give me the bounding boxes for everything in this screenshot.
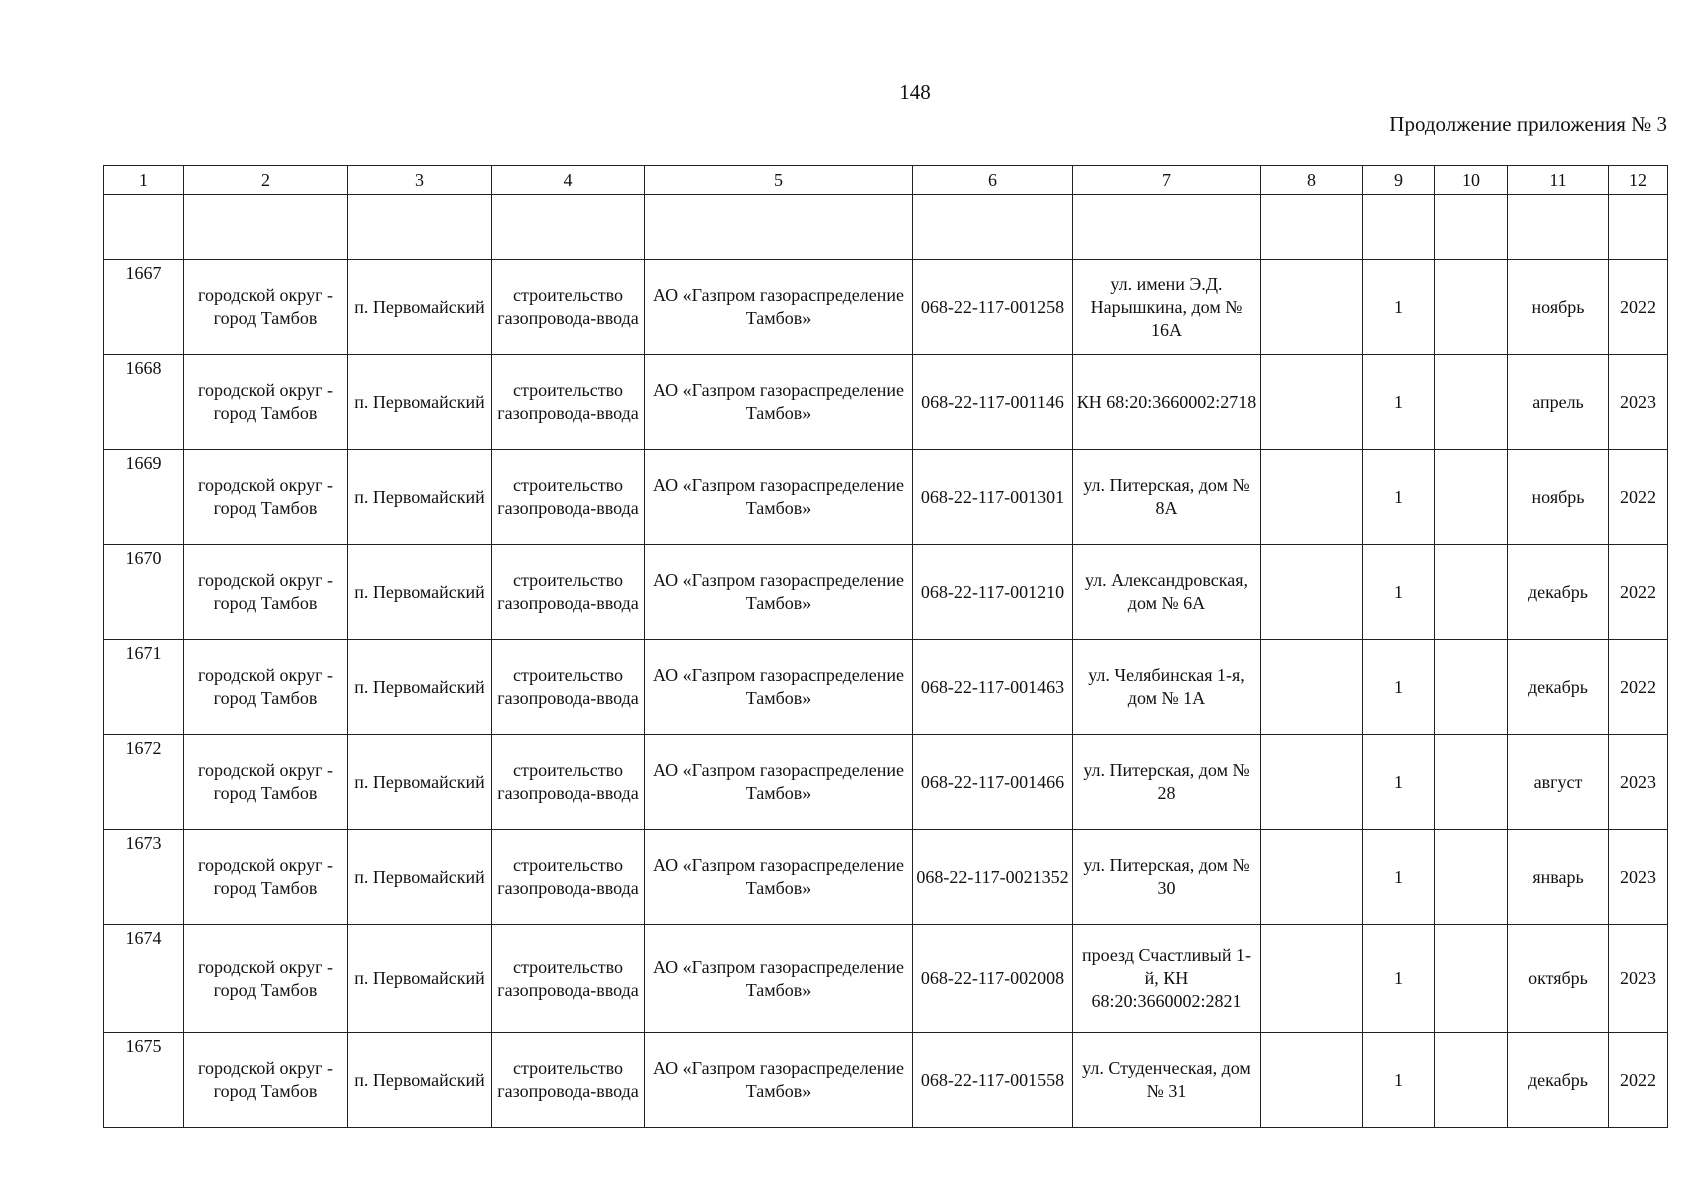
table-row	[104, 640, 1668, 735]
quantity-cell: 1	[1363, 640, 1435, 735]
address-cell: ул. Питерская, дом № 28	[1073, 735, 1261, 830]
settlement-cell: п. Первомайский	[348, 545, 492, 640]
column-10-cell	[1435, 735, 1508, 830]
column-number-row	[104, 166, 1668, 195]
table-row	[104, 925, 1668, 1033]
application-code-cell: 068-22-117-002008	[913, 925, 1073, 1033]
empty-cell	[1609, 195, 1668, 260]
column-10-cell	[1435, 925, 1508, 1033]
column-8-cell	[1261, 1033, 1363, 1128]
quantity-cell: 1	[1363, 1033, 1435, 1128]
empty-cell	[492, 195, 645, 260]
work-type-cell: строительство газопровода-ввода	[492, 545, 645, 640]
column-10-cell	[1435, 450, 1508, 545]
month-cell: январь	[1508, 830, 1609, 925]
district-cell: городской округ - город Тамбов	[184, 735, 348, 830]
empty-cell	[913, 195, 1073, 260]
table-row	[104, 260, 1668, 355]
column-header: 3	[348, 166, 492, 195]
column-header: 8	[1261, 166, 1363, 195]
column-10-cell	[1435, 830, 1508, 925]
year-cell: 2023	[1609, 925, 1668, 1033]
column-header: 6	[913, 166, 1073, 195]
month-cell: декабрь	[1508, 545, 1609, 640]
address-cell: ул. Челябинская 1-я, дом № 1А	[1073, 640, 1261, 735]
year-cell: 2022	[1609, 450, 1668, 545]
application-code-cell: 068-22-117-001466	[913, 735, 1073, 830]
settlement-cell: п. Первомайский	[348, 450, 492, 545]
column-header: 4	[492, 166, 645, 195]
quantity-cell: 1	[1363, 830, 1435, 925]
month-cell: август	[1508, 735, 1609, 830]
address-cell: ул. Студенческая, дом № 31	[1073, 1033, 1261, 1128]
column-8-cell	[1261, 260, 1363, 355]
district-cell: городской округ - город Тамбов	[184, 640, 348, 735]
row-number-cell: 1669	[104, 450, 184, 545]
settlement-cell: п. Первомайский	[348, 260, 492, 355]
row-number-cell: 1668	[104, 355, 184, 450]
organization-cell: АО «Газпром газораспределение Тамбов»	[645, 735, 913, 830]
row-number-cell: 1675	[104, 1033, 184, 1128]
quantity-cell: 1	[1363, 355, 1435, 450]
row-number-cell: 1671	[104, 640, 184, 735]
year-cell: 2023	[1609, 735, 1668, 830]
year-cell: 2022	[1609, 640, 1668, 735]
settlement-cell: п. Первомайский	[348, 925, 492, 1033]
year-cell: 2022	[1609, 1033, 1668, 1128]
column-8-cell	[1261, 545, 1363, 640]
address-cell: ул. Питерская, дом № 8А	[1073, 450, 1261, 545]
application-code-cell: 068-22-117-001210	[913, 545, 1073, 640]
column-10-cell	[1435, 1033, 1508, 1128]
organization-cell: АО «Газпром газораспределение Тамбов»	[645, 1033, 913, 1128]
column-header: 12	[1609, 166, 1668, 195]
column-10-cell	[1435, 640, 1508, 735]
empty-cell	[348, 195, 492, 260]
organization-cell: АО «Газпром газораспределение Тамбов»	[645, 830, 913, 925]
work-type-cell: строительство газопровода-ввода	[492, 260, 645, 355]
application-code-cell: 068-22-117-001258	[913, 260, 1073, 355]
column-header: 1	[104, 166, 184, 195]
district-cell: городской округ - город Тамбов	[184, 355, 348, 450]
row-number-cell: 1670	[104, 545, 184, 640]
district-cell: городской округ - город Тамбов	[184, 260, 348, 355]
quantity-cell: 1	[1363, 925, 1435, 1033]
table-row	[104, 450, 1668, 545]
empty-cell	[104, 195, 184, 260]
application-code-cell: 068-22-117-0021352	[913, 830, 1073, 925]
organization-cell: АО «Газпром газораспределение Тамбов»	[645, 925, 913, 1033]
column-header: 10	[1435, 166, 1508, 195]
empty-cell	[184, 195, 348, 260]
district-cell: городской округ - город Тамбов	[184, 545, 348, 640]
application-code-cell: 068-22-117-001301	[913, 450, 1073, 545]
year-cell: 2022	[1609, 545, 1668, 640]
row-number-cell: 1672	[104, 735, 184, 830]
table-row	[104, 735, 1668, 830]
month-cell: декабрь	[1508, 640, 1609, 735]
table-row	[104, 355, 1668, 450]
district-cell: городской округ - город Тамбов	[184, 925, 348, 1033]
column-8-cell	[1261, 925, 1363, 1033]
column-8-cell	[1261, 735, 1363, 830]
empty-cell	[1261, 195, 1363, 260]
column-header: 7	[1073, 166, 1261, 195]
work-type-cell: строительство газопровода-ввода	[492, 925, 645, 1033]
column-header: 11	[1508, 166, 1609, 195]
column-header: 9	[1363, 166, 1435, 195]
column-8-cell	[1261, 450, 1363, 545]
gas-connection-table	[103, 165, 1668, 1128]
organization-cell: АО «Газпром газораспределение Тамбов»	[645, 450, 913, 545]
settlement-cell: п. Первомайский	[348, 830, 492, 925]
organization-cell: АО «Газпром газораспределение Тамбов»	[645, 355, 913, 450]
address-cell: ул. имени Э.Д. Нарышкина, дом № 16А	[1073, 260, 1261, 355]
empty-cell	[1363, 195, 1435, 260]
column-8-cell	[1261, 640, 1363, 735]
table-row	[104, 545, 1668, 640]
year-cell: 2023	[1609, 355, 1668, 450]
empty-cell	[1508, 195, 1609, 260]
row-number-cell: 1673	[104, 830, 184, 925]
organization-cell: АО «Газпром газораспределение Тамбов»	[645, 260, 913, 355]
work-type-cell: строительство газопровода-ввода	[492, 830, 645, 925]
column-8-cell	[1261, 355, 1363, 450]
address-cell: ул. Питерская, дом № 30	[1073, 830, 1261, 925]
quantity-cell: 1	[1363, 260, 1435, 355]
work-type-cell: строительство газопровода-ввода	[492, 355, 645, 450]
page-number: 148	[899, 80, 931, 104]
empty-cell	[645, 195, 913, 260]
month-cell: ноябрь	[1508, 450, 1609, 545]
quantity-cell: 1	[1363, 450, 1435, 545]
row-number-cell: 1674	[104, 925, 184, 1033]
work-type-cell: строительство газопровода-ввода	[492, 735, 645, 830]
district-cell: городской округ - город Тамбов	[184, 450, 348, 545]
work-type-cell: строительство газопровода-ввода	[492, 1033, 645, 1128]
settlement-cell: п. Первомайский	[348, 1033, 492, 1128]
organization-cell: АО «Газпром газораспределение Тамбов»	[645, 545, 913, 640]
month-cell: апрель	[1508, 355, 1609, 450]
blank-row	[104, 195, 1668, 260]
quantity-cell: 1	[1363, 545, 1435, 640]
month-cell: декабрь	[1508, 1033, 1609, 1128]
settlement-cell: п. Первомайский	[348, 355, 492, 450]
work-type-cell: строительство газопровода-ввода	[492, 450, 645, 545]
settlement-cell: п. Первомайский	[348, 640, 492, 735]
year-cell: 2023	[1609, 830, 1668, 925]
column-10-cell	[1435, 260, 1508, 355]
month-cell: октябрь	[1508, 925, 1609, 1033]
organization-cell: АО «Газпром газораспределение Тамбов»	[645, 640, 913, 735]
year-cell: 2022	[1609, 260, 1668, 355]
table-row	[104, 1033, 1668, 1128]
column-header: 5	[645, 166, 913, 195]
address-cell: ул. Александровская, дом № 6А	[1073, 545, 1261, 640]
table-row	[104, 830, 1668, 925]
application-code-cell: 068-22-117-001463	[913, 640, 1073, 735]
empty-cell	[1073, 195, 1261, 260]
column-8-cell	[1261, 830, 1363, 925]
address-cell: КН 68:20:3660002:2718	[1073, 355, 1261, 450]
application-code-cell: 068-22-117-001146	[913, 355, 1073, 450]
application-code-cell: 068-22-117-001558	[913, 1033, 1073, 1128]
appendix-title: Продолжение приложения № 3	[1389, 112, 1667, 136]
settlement-cell: п. Первомайский	[348, 735, 492, 830]
column-10-cell	[1435, 355, 1508, 450]
address-cell: проезд Счастливый 1-й, КН 68:20:3660002:2821	[1073, 925, 1261, 1033]
district-cell: городской округ - город Тамбов	[184, 1033, 348, 1128]
month-cell: ноябрь	[1508, 260, 1609, 355]
row-number-cell: 1667	[104, 260, 184, 355]
column-10-cell	[1435, 545, 1508, 640]
column-header: 2	[184, 166, 348, 195]
quantity-cell: 1	[1363, 735, 1435, 830]
district-cell: городской округ - город Тамбов	[184, 830, 348, 925]
empty-cell	[1435, 195, 1508, 260]
work-type-cell: строительство газопровода-ввода	[492, 640, 645, 735]
